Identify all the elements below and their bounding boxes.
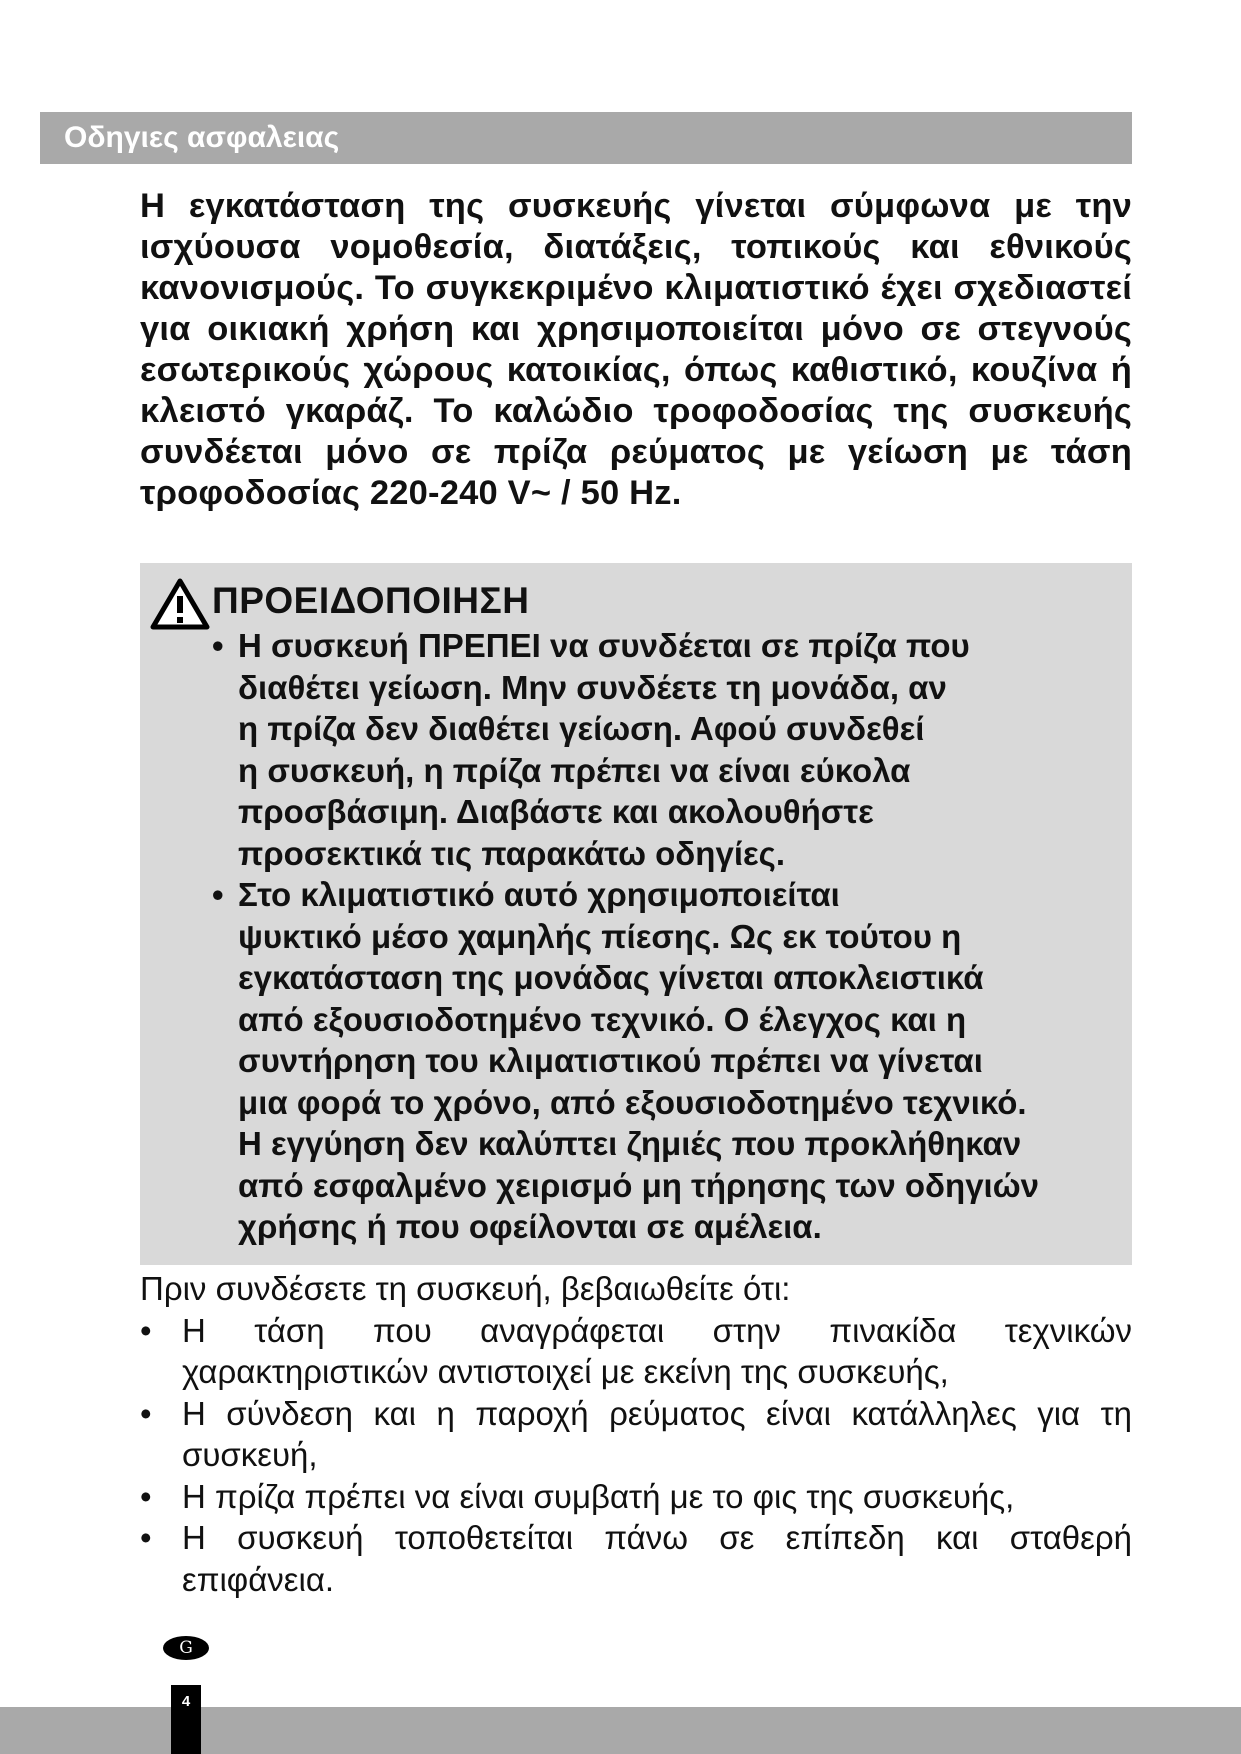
warning-line: Η εγγύηση δεν καλύπτει ζημιές που προκλήθηκαν	[238, 1125, 1022, 1162]
warning-line: χρήσης ή που οφείλονται σε αμέλεια.	[238, 1208, 822, 1245]
check-item	[140, 1476, 1132, 1518]
page-number-tab	[171, 1685, 201, 1754]
checks-intro: Πριν συνδέσετε τη συσκευή, βεβαιωθείτε ότι:	[140, 1270, 791, 1307]
warning-line: Η συσκευή ΠΡΕΠΕΙ να συνδέεται σε πρίζα που	[238, 627, 970, 664]
warning-line: προσβάσιμη. Διαβάστε και ακολουθήστε	[238, 793, 874, 830]
intro-paragraph: Η εγκατάσταση της συσκευής γίνεται σύμφωνα με την ισχύουσα νομοθεσία, διατάξεις, τοπικούς και εθνικούς κανονισμούς. Το συγκεκριμένο κλιματιστικό έχει σχεδιαστεί για οικιακή χρήση και χρησιμοποιείται μόνο σε στεγνούς εσωτερικούς χώρους κατοικίας, όπως καθιστικό, κουζίνα ή κλειστό γκαράζ. Το καλώδιο τροφοδοσίας της συσκευής συνδέεται μόνο σε πρίζα ρεύματος με γείωση με τάση τροφοδοσίας 220-240 V~ / 50 Hz.	[140, 187, 1132, 512]
section-header-bar	[40, 112, 1132, 164]
language-badge: G	[163, 1636, 209, 1660]
check-item	[140, 1517, 1132, 1600]
warning-line: μια φορά το χρόνο, από εξουσιοδοτημένο τεχνικό.	[238, 1083, 1027, 1121]
checks-list	[140, 1310, 1132, 1601]
check-text: Η πρίζα πρέπει να είναι συμβατή με το φις της συσκευής,	[182, 1477, 1015, 1515]
check-item	[140, 1310, 1132, 1393]
warning-line: από εσφαλμένο χειρισμό μη τήρησης των οδηγιών	[238, 1166, 1039, 1204]
warning-item	[212, 625, 1122, 874]
bullet: •	[140, 1519, 152, 1556]
warning-line: εγκατάσταση της μονάδας γίνεται αποκλειστικά	[238, 959, 984, 996]
warning-line: συντήρηση του κλιματιστικού πρέπει να γίνεται	[238, 1042, 983, 1079]
bullet: •	[140, 1477, 152, 1515]
pre-connection-checks	[140, 1268, 1132, 1600]
warning-title: ΠΡΟΕΙΔΟΠΟΙΗΣΗ	[212, 580, 530, 621]
page-number: 4	[181, 1693, 191, 1710]
check-text: Η σύνδεση και η παροχή ρεύματος είναι κατάλληλες για τη συσκευή,	[182, 1394, 1132, 1473]
bullet: •	[212, 627, 224, 664]
warning-line: από εξουσιοδοτημένο τεχνικό. Ο έλεγχος και η	[238, 1000, 967, 1038]
warning-line: Στο κλιματιστικό αυτό χρησιμοποιείται	[238, 876, 840, 913]
warning-line: ψυκτικό μέσο χαμηλής πίεσης. Ως εκ τούτου η	[238, 917, 962, 955]
bullet: •	[212, 876, 224, 913]
warning-triangle-icon	[150, 578, 210, 630]
check-text: Η τάση που αναγράφεται στην πινακίδα τεχνικών χαρακτηριστικών αντιστοιχεί με εκείνη της συσκευής,	[182, 1311, 1132, 1390]
warning-line: διαθέτει γείωση. Μην συνδέετε τη μονάδα, αν	[238, 668, 947, 706]
warning-line: η πρίζα δεν διαθέτει γείωση. Αφού συνδεθεί	[238, 710, 925, 747]
warning-list	[212, 625, 1122, 1248]
bullet: •	[140, 1311, 152, 1349]
warning-box	[140, 563, 1132, 1265]
check-item	[140, 1393, 1132, 1476]
warning-line: η συσκευή, η πρίζα πρέπει να είναι εύκολα	[238, 751, 911, 789]
warning-line: προσεκτικά τις παρακάτω οδηγίες.	[238, 834, 785, 872]
section-title: Οδηγιες ασφαλειας	[64, 121, 340, 154]
check-text: Η συσκευή τοποθετείται πάνω σε επίπεδη και σταθερή επιφάνεια.	[182, 1519, 1132, 1598]
bullet: •	[140, 1394, 152, 1432]
warning-item	[212, 874, 1122, 1248]
